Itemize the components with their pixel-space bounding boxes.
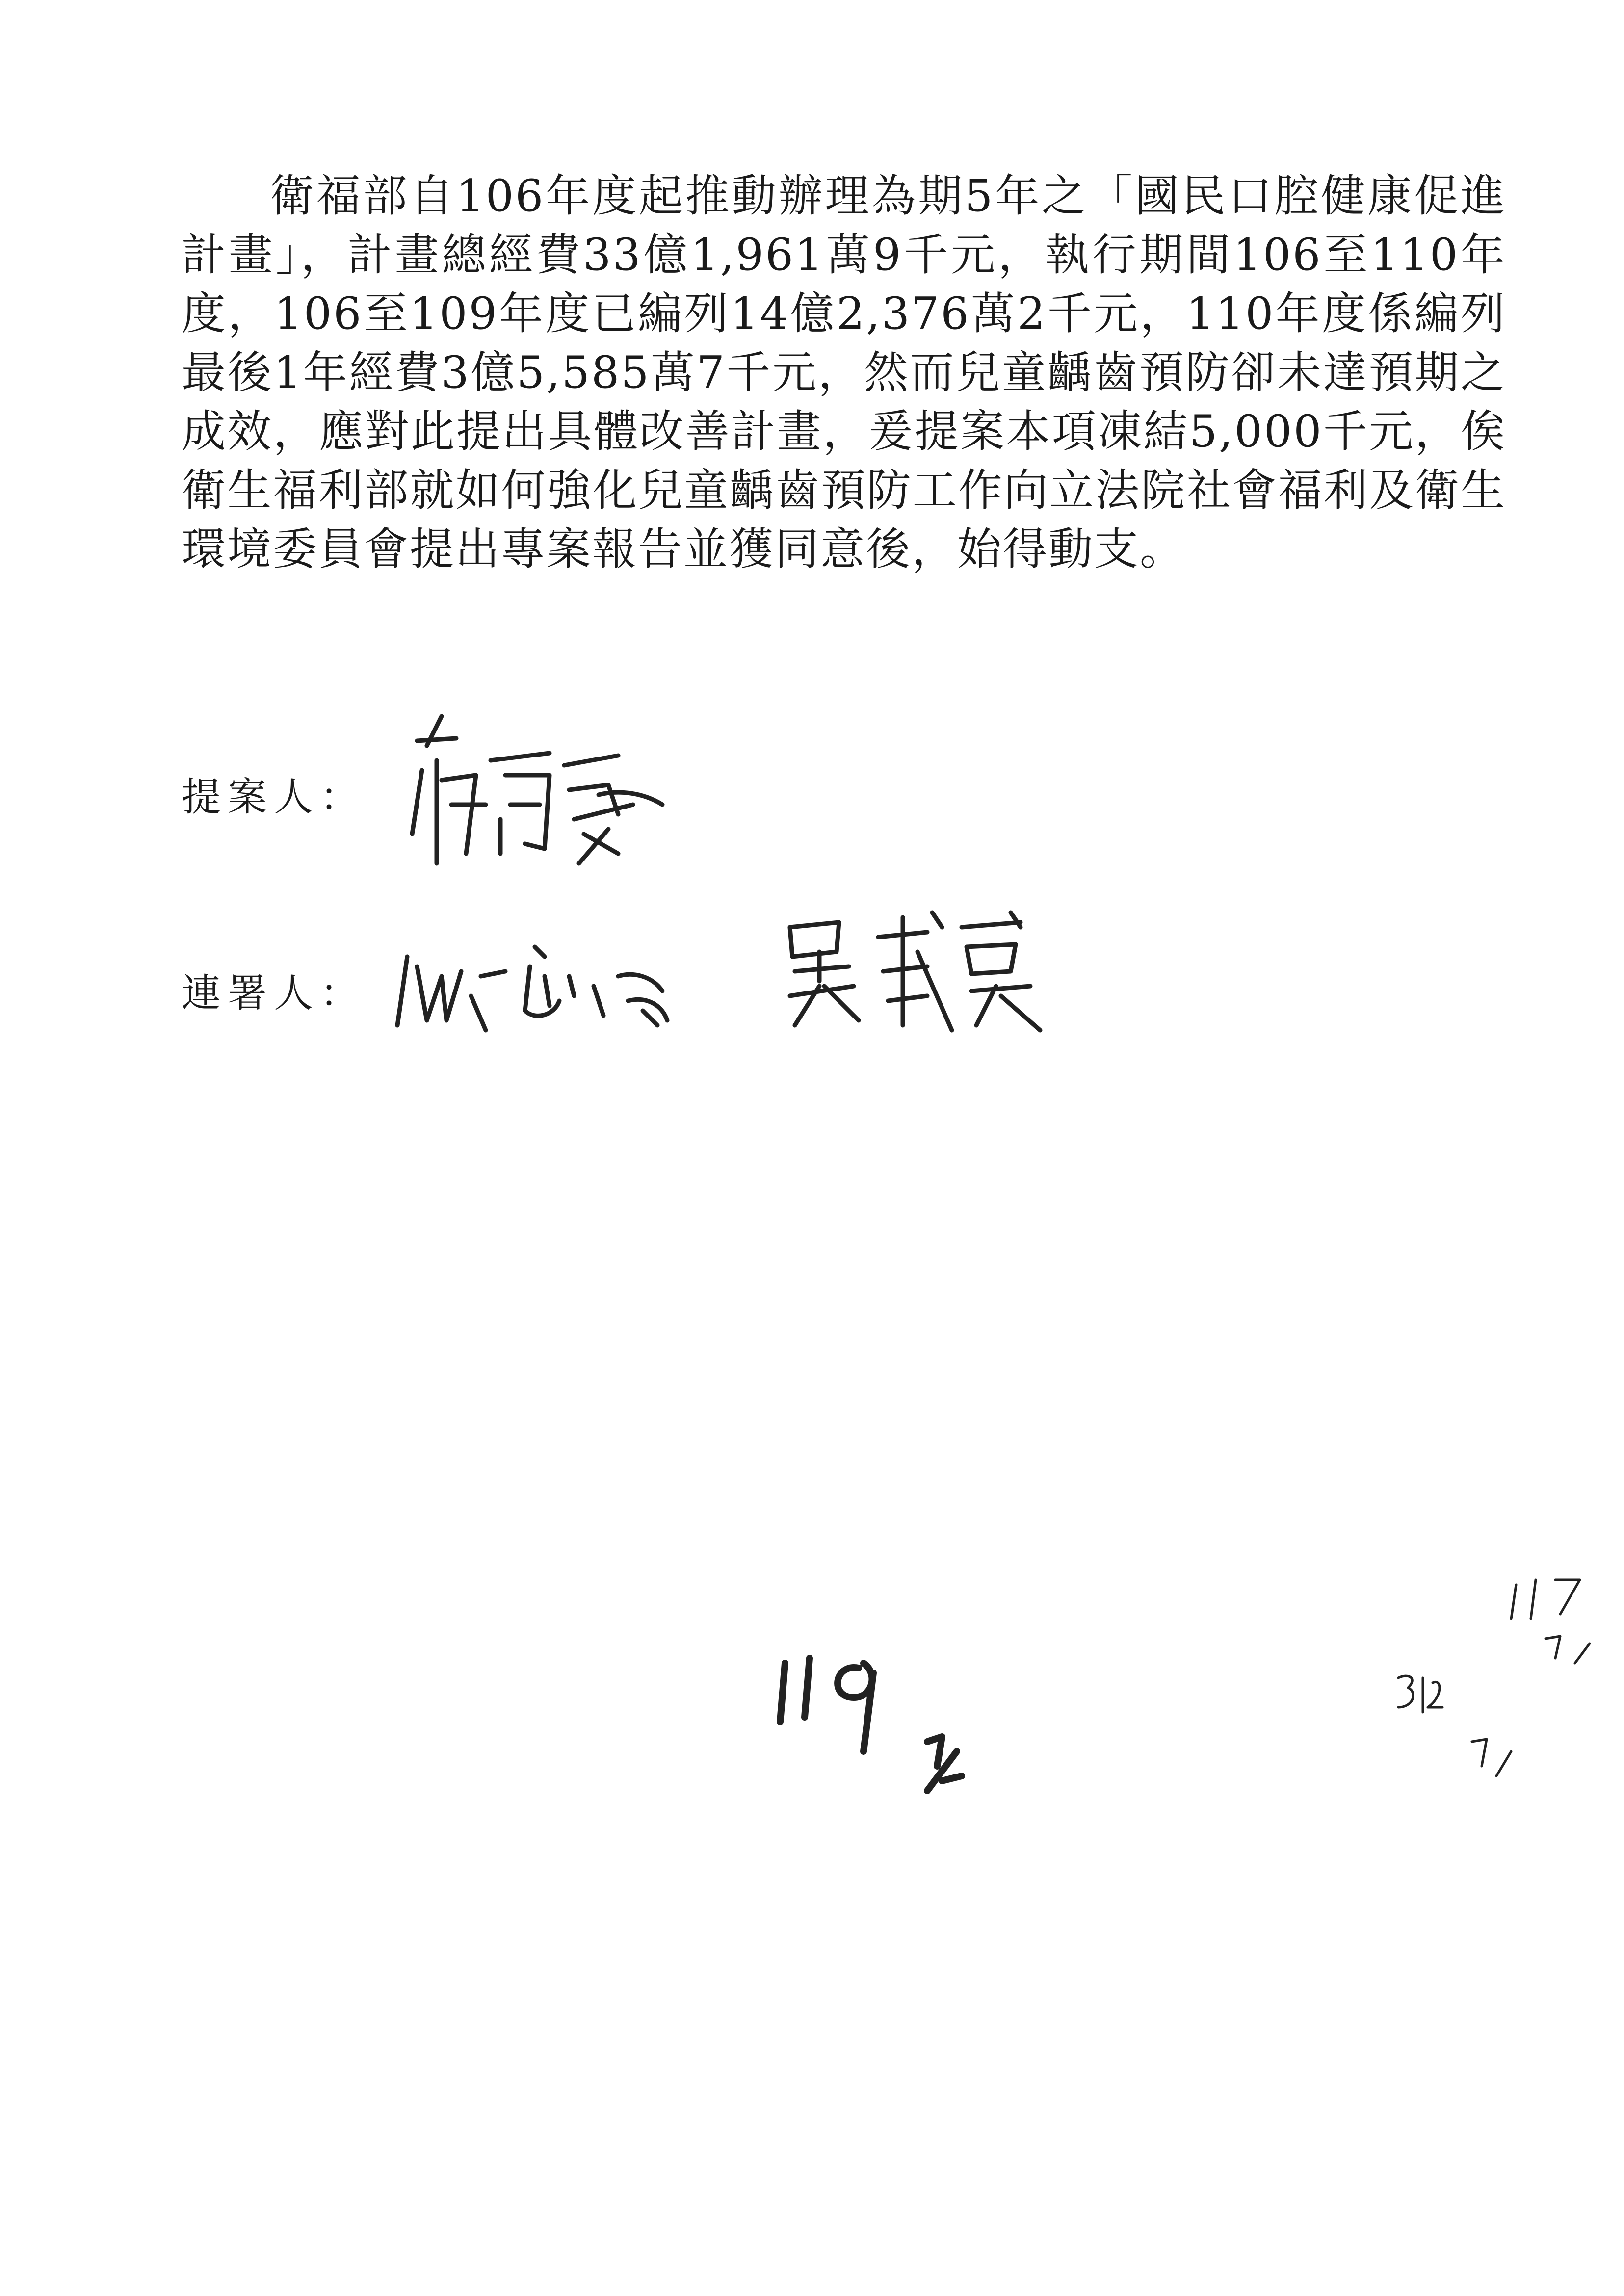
cosigner-signature-1 <box>388 903 741 1050</box>
proposer-signature <box>388 706 731 873</box>
body-paragraph <box>182 167 1506 579</box>
handwritten-bottom-note <box>1388 1668 1536 1815</box>
handwritten-margin-number <box>1506 1565 1614 1663</box>
cosigner-label: 連署人： <box>182 970 366 1016</box>
handwritten-page-number <box>765 1644 1021 1800</box>
proposer-label: 提案人： <box>182 774 366 820</box>
cosigner-signature-2 <box>765 883 1109 1040</box>
body-paragraph-text: 衛福部自106年度起推動辦理為期5年之「國民口腔健康促進計畫」，計畫總經費33億1,961萬9千元，執行期間106至110年度，106至109年度已編列14億2,376萬2千元，110年度係編列最後1年經費3億5,585萬7千元，然而兒童齲齒預防卻未達預期之成效，應對此提出具體改善計畫，爰提案本項凍結5,000千元，俟衛生福利部就如何強化兒童齲齒預防工作向立法院社會福利及衛生環境委員會提出專案報告並獲同意後，始得動支。 <box>182 170 1506 575</box>
